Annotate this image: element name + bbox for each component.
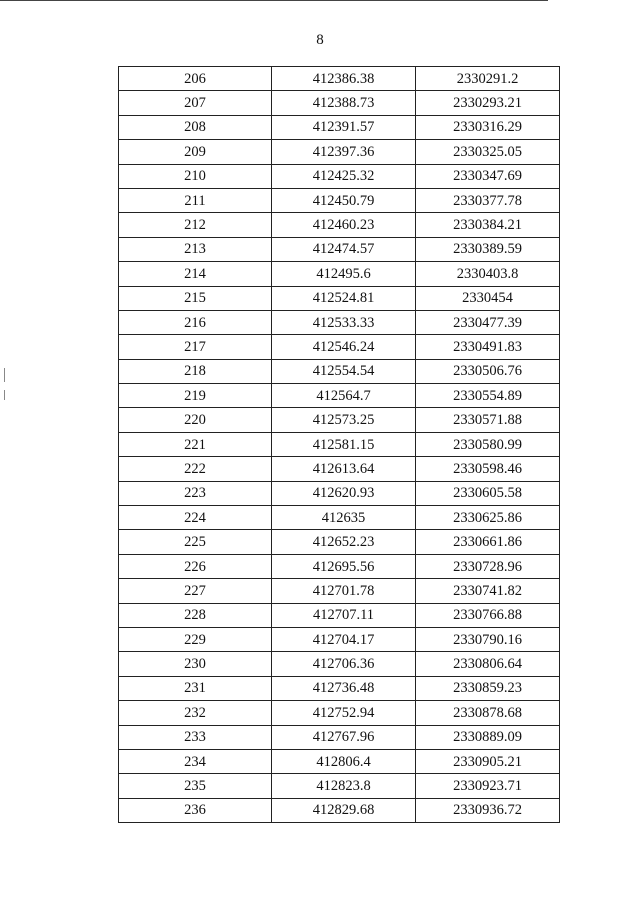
table-row: [119, 91, 560, 115]
x-coordinate-cell: 412391.57: [272, 115, 416, 139]
table-row: [119, 457, 560, 481]
table-row: [119, 335, 560, 359]
point-number-cell: 210: [119, 164, 272, 188]
table-row: [119, 188, 560, 212]
table-row: [119, 530, 560, 554]
y-coordinate-cell: 2330859.23: [416, 676, 560, 700]
point-number-cell: 209: [119, 140, 272, 164]
table-row: [119, 164, 560, 188]
table-row: [119, 432, 560, 456]
point-number-cell: 208: [119, 115, 272, 139]
x-coordinate-cell: 412495.6: [272, 262, 416, 286]
x-coordinate-cell: 412695.56: [272, 554, 416, 578]
x-coordinate-cell: 412620.93: [272, 481, 416, 505]
point-number-cell: 236: [119, 798, 272, 822]
table-row: [119, 408, 560, 432]
x-coordinate-cell: 412736.48: [272, 676, 416, 700]
point-number-cell: 227: [119, 579, 272, 603]
x-coordinate-cell: 412386.38: [272, 67, 416, 91]
margin-mark: [4, 368, 5, 382]
point-number-cell: 233: [119, 725, 272, 749]
point-number-cell: 222: [119, 457, 272, 481]
point-number-cell: 229: [119, 627, 272, 651]
y-coordinate-cell: 2330580.99: [416, 432, 560, 456]
margin-mark: [4, 390, 5, 400]
x-coordinate-cell: 412704.17: [272, 627, 416, 651]
point-number-cell: 228: [119, 603, 272, 627]
y-coordinate-cell: 2330571.88: [416, 408, 560, 432]
table-row: [119, 627, 560, 651]
table-row: [119, 579, 560, 603]
page-number: 8: [316, 32, 324, 48]
table-row: [119, 554, 560, 578]
x-coordinate-cell: 412806.4: [272, 749, 416, 773]
point-number-cell: 224: [119, 506, 272, 530]
y-coordinate-cell: 2330325.05: [416, 140, 560, 164]
x-coordinate-cell: 412554.54: [272, 359, 416, 383]
x-coordinate-cell: 412397.36: [272, 140, 416, 164]
x-coordinate-cell: 412701.78: [272, 579, 416, 603]
y-coordinate-cell: 2330403.8: [416, 262, 560, 286]
point-number-cell: 206: [119, 67, 272, 91]
point-number-cell: 226: [119, 554, 272, 578]
x-coordinate-cell: 412573.25: [272, 408, 416, 432]
y-coordinate-cell: 2330936.72: [416, 798, 560, 822]
y-coordinate-cell: 2330605.58: [416, 481, 560, 505]
x-coordinate-cell: 412767.96: [272, 725, 416, 749]
y-coordinate-cell: 2330806.64: [416, 652, 560, 676]
point-number-cell: 225: [119, 530, 272, 554]
point-number-cell: 219: [119, 384, 272, 408]
x-coordinate-cell: 412752.94: [272, 701, 416, 725]
table-row: [119, 213, 560, 237]
point-number-cell: 223: [119, 481, 272, 505]
x-coordinate-cell: 412533.33: [272, 310, 416, 334]
table-row: [119, 506, 560, 530]
table-row: [119, 115, 560, 139]
point-number-cell: 221: [119, 432, 272, 456]
x-coordinate-cell: 412706.36: [272, 652, 416, 676]
y-coordinate-cell: 2330377.78: [416, 188, 560, 212]
table-row: [119, 774, 560, 798]
y-coordinate-cell: 2330905.21: [416, 749, 560, 773]
x-coordinate-cell: 412829.68: [272, 798, 416, 822]
y-coordinate-cell: 2330491.83: [416, 335, 560, 359]
y-coordinate-cell: 2330790.16: [416, 627, 560, 651]
table-row: [119, 749, 560, 773]
table-row: [119, 140, 560, 164]
table-row: [119, 481, 560, 505]
point-number-cell: 218: [119, 359, 272, 383]
table-row: [119, 384, 560, 408]
table-row: [119, 676, 560, 700]
table-row: [119, 652, 560, 676]
table-row: [119, 798, 560, 822]
y-coordinate-cell: 2330598.46: [416, 457, 560, 481]
x-coordinate-cell: 412524.81: [272, 286, 416, 310]
table-row: [119, 237, 560, 261]
y-coordinate-cell: 2330293.21: [416, 91, 560, 115]
table-row: [119, 603, 560, 627]
x-coordinate-cell: 412823.8: [272, 774, 416, 798]
x-coordinate-cell: 412581.15: [272, 432, 416, 456]
x-coordinate-cell: 412652.23: [272, 530, 416, 554]
y-coordinate-cell: 2330741.82: [416, 579, 560, 603]
point-number-cell: 231: [119, 676, 272, 700]
point-number-cell: 213: [119, 237, 272, 261]
x-coordinate-cell: 412474.57: [272, 237, 416, 261]
y-coordinate-cell: 2330661.86: [416, 530, 560, 554]
y-coordinate-cell: 2330506.76: [416, 359, 560, 383]
y-coordinate-cell: 2330454: [416, 286, 560, 310]
x-coordinate-cell: 412460.23: [272, 213, 416, 237]
x-coordinate-cell: 412613.64: [272, 457, 416, 481]
y-coordinate-cell: 2330384.21: [416, 213, 560, 237]
x-coordinate-cell: 412388.73: [272, 91, 416, 115]
x-coordinate-cell: 412707.11: [272, 603, 416, 627]
table-row: [119, 310, 560, 334]
y-coordinate-cell: 2330766.88: [416, 603, 560, 627]
point-number-cell: 232: [119, 701, 272, 725]
page-top-rule: [0, 0, 548, 1]
x-coordinate-cell: 412450.79: [272, 188, 416, 212]
x-coordinate-cell: 412564.7: [272, 384, 416, 408]
y-coordinate-cell: 2330554.89: [416, 384, 560, 408]
table-row: [119, 262, 560, 286]
y-coordinate-cell: 2330347.69: [416, 164, 560, 188]
y-coordinate-cell: 2330316.29: [416, 115, 560, 139]
table-row: [119, 67, 560, 91]
point-number-cell: 207: [119, 91, 272, 115]
table-row: [119, 286, 560, 310]
point-number-cell: 214: [119, 262, 272, 286]
table-row: [119, 359, 560, 383]
y-coordinate-cell: 2330389.59: [416, 237, 560, 261]
y-coordinate-cell: 2330889.09: [416, 725, 560, 749]
x-coordinate-cell: 412425.32: [272, 164, 416, 188]
table-row: [119, 725, 560, 749]
y-coordinate-cell: 2330477.39: [416, 310, 560, 334]
point-number-cell: 234: [119, 749, 272, 773]
coordinates-table: [118, 66, 560, 823]
point-number-cell: 217: [119, 335, 272, 359]
point-number-cell: 216: [119, 310, 272, 334]
table-row: [119, 701, 560, 725]
y-coordinate-cell: 2330923.71: [416, 774, 560, 798]
x-coordinate-cell: 412635: [272, 506, 416, 530]
point-number-cell: 215: [119, 286, 272, 310]
point-number-cell: 235: [119, 774, 272, 798]
coordinates-table-body: [119, 67, 560, 823]
y-coordinate-cell: 2330878.68: [416, 701, 560, 725]
y-coordinate-cell: 2330291.2: [416, 67, 560, 91]
point-number-cell: 220: [119, 408, 272, 432]
point-number-cell: 230: [119, 652, 272, 676]
point-number-cell: 212: [119, 213, 272, 237]
x-coordinate-cell: 412546.24: [272, 335, 416, 359]
y-coordinate-cell: 2330625.86: [416, 506, 560, 530]
point-number-cell: 211: [119, 188, 272, 212]
y-coordinate-cell: 2330728.96: [416, 554, 560, 578]
